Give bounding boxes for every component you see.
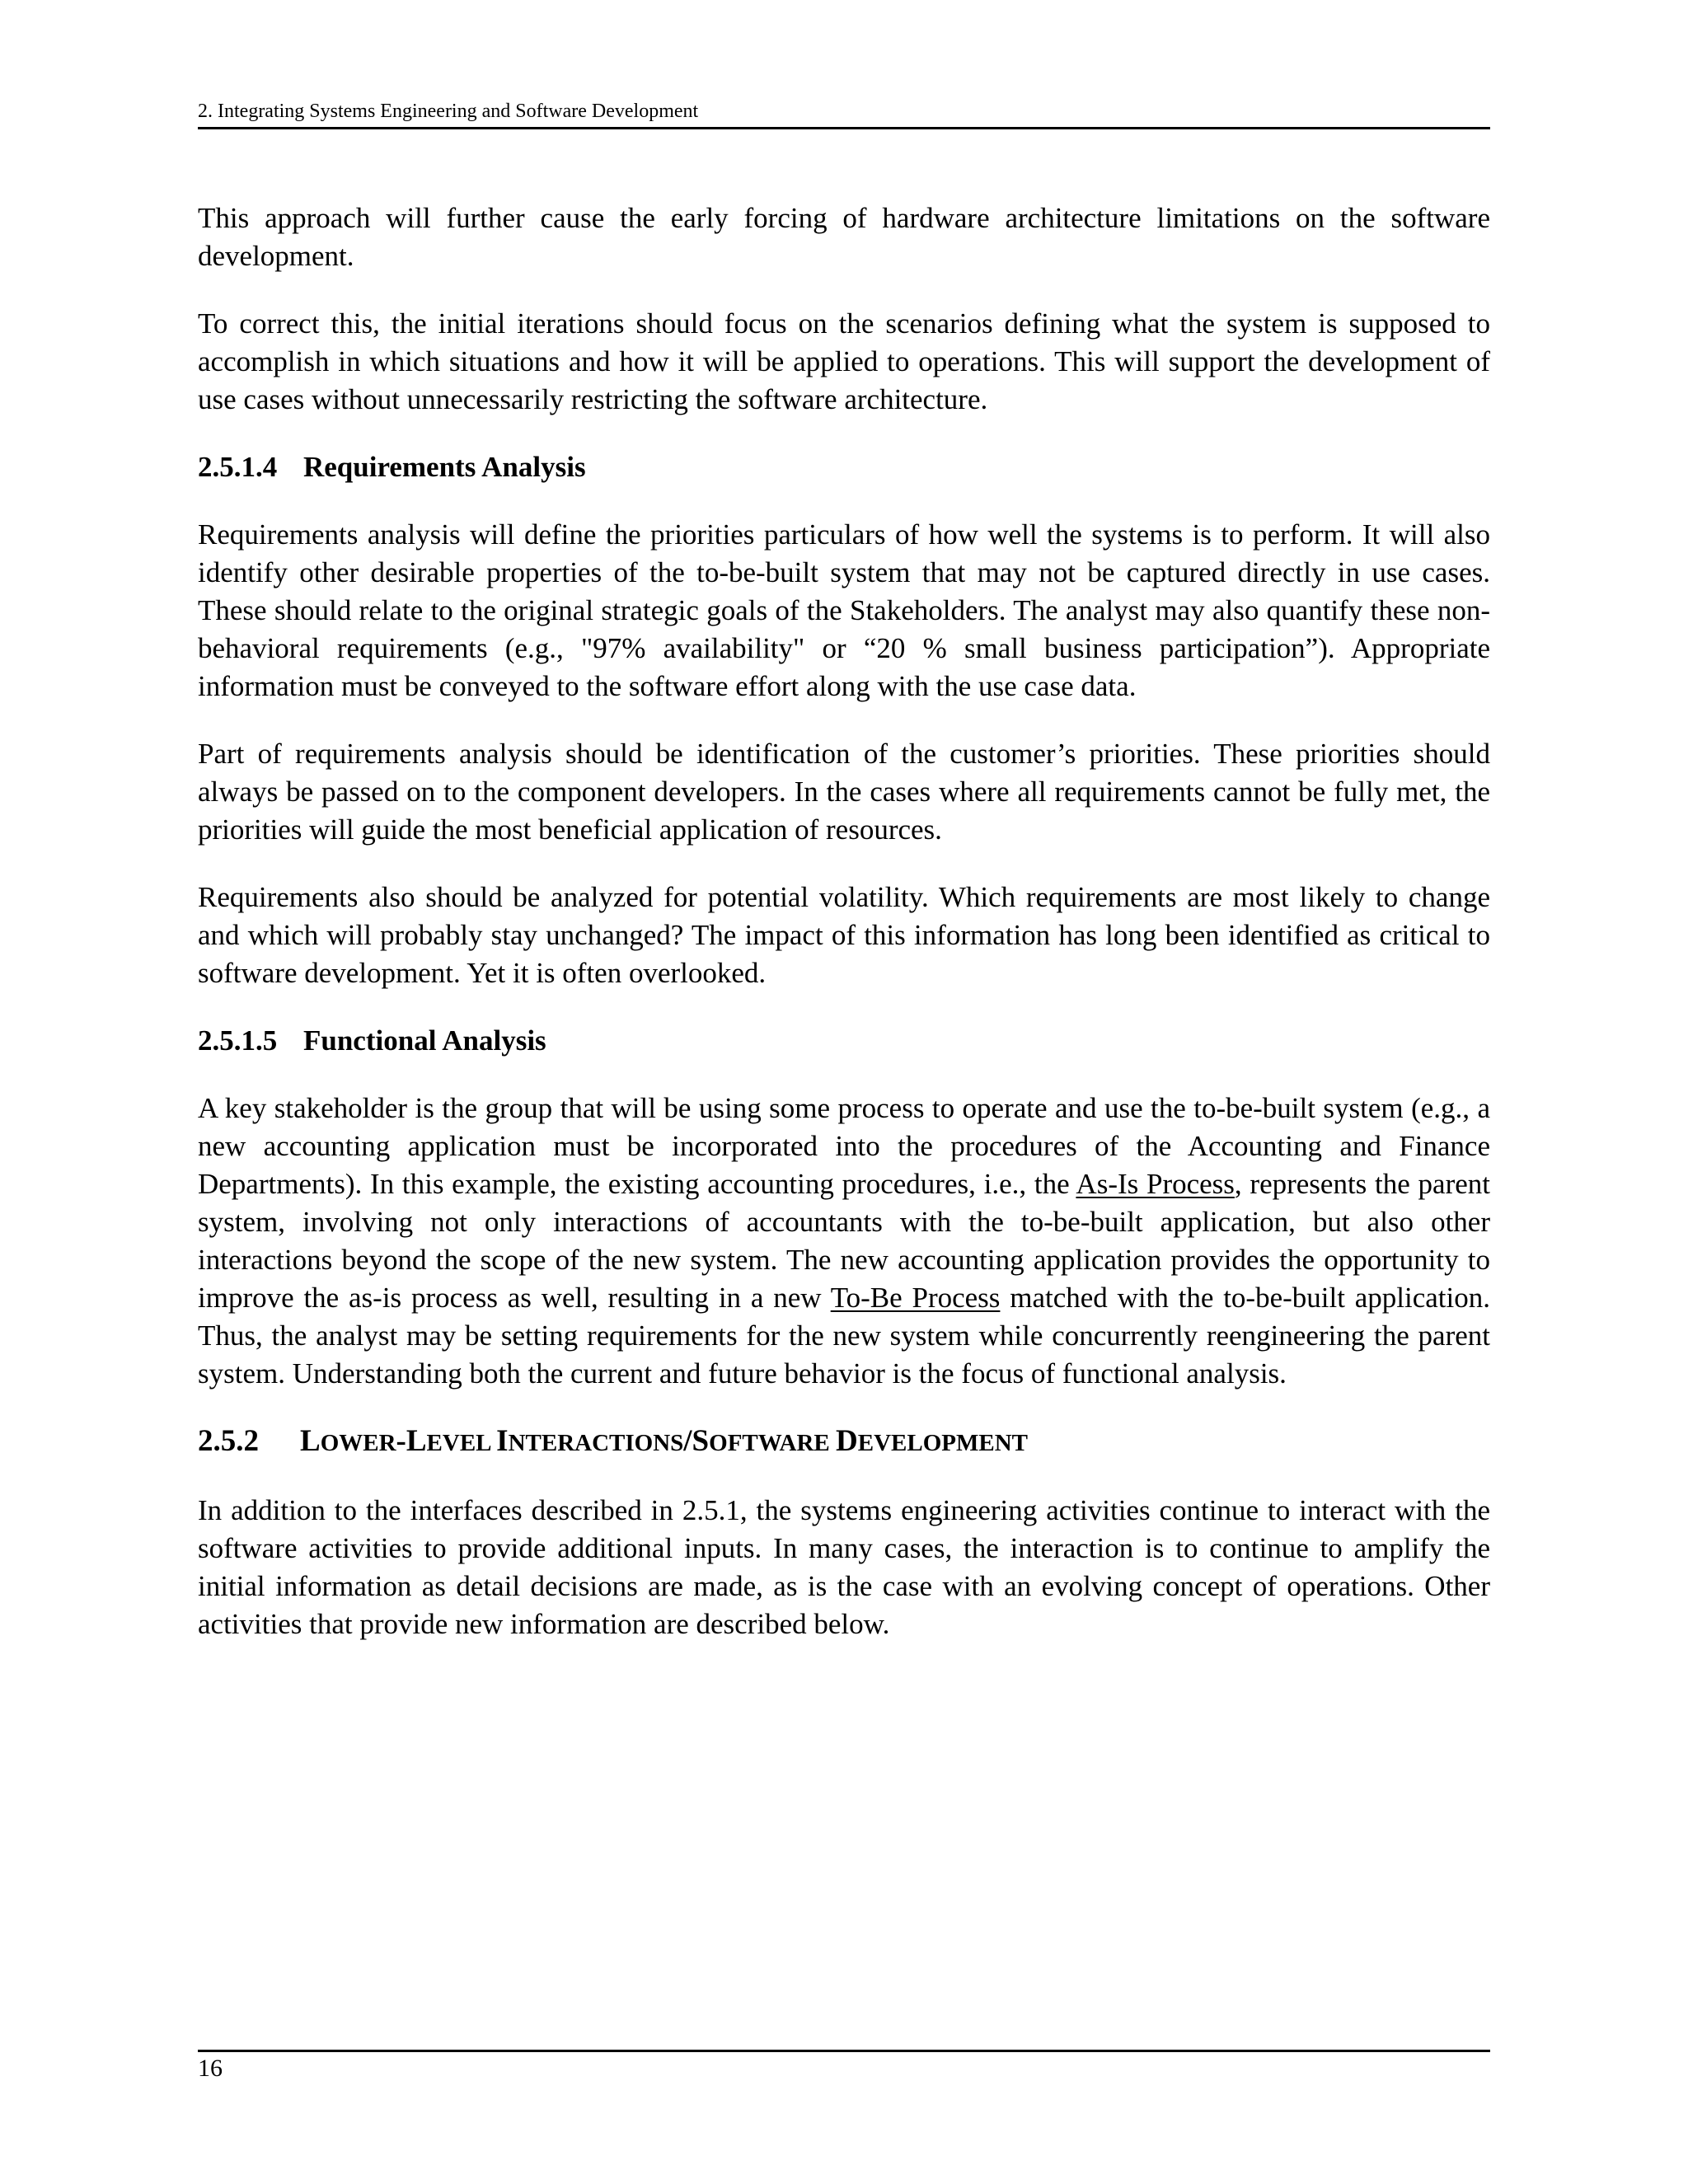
to-be-process-term: To-Be Process xyxy=(830,1282,1001,1314)
heading-title: LOWER-LEVEL INTERACTIONS/SOFTWARE DEVELOPMENT xyxy=(300,1424,1029,1458)
paragraph-key-stakeholder xyxy=(198,1090,1490,1393)
paragraph-initial-iterations: To correct this, the initial iterations should focus on the scenarios defining what the system is supposed to accomplish in which situations and how it will be applied to operations. This will support the development of use cases without unnecessarily restricting the software architecture. xyxy=(198,307,1490,415)
heading-title: Requirements Analysis xyxy=(303,451,586,483)
text-segment: A key stakeholder is the group that will be using some process to operate and use the to-be-built system (e.g., a new accounting application must be incorporated into the procedures of the Accounting and Finance Departments). In this example, the existing accounting procedures, i.e., the xyxy=(198,1092,1490,1200)
footer-rule xyxy=(198,2050,1490,2052)
running-header: 2. Integrating Systems Engineering and Software Development xyxy=(198,99,1490,129)
heading-title: Functional Analysis xyxy=(303,1024,546,1057)
heading-number: 2.5.1.4 xyxy=(198,451,278,483)
text-segment: matched with the to-be-built application. Thus, the analyst may be setting requirements for the new system while concurrently reengineering the parent system. Understanding both the current and future behavior is the focus of functional analysis. xyxy=(198,1282,1490,1390)
text-segment: , represents the parent system, involving not only interactions of accountants with the to-be-built application, but also other interactions beyond the scope of the new system. The new accounting application provides the opportunity to improve the as-is process as well, resulting in a new xyxy=(198,1168,1490,1314)
heading-functional-analysis xyxy=(198,1022,1490,1060)
paragraph-hardware-limitations: This approach will further cause the early forcing of hardware architecture limitations on the software development. xyxy=(198,202,1490,272)
paragraph-requirements-volatility: Requirements also should be analyzed for potential volatility. Which requirements are most likely to change and which will probably stay unchanged? The impact of this information has long been identified as critical to software development. Yet it is often overlooked. xyxy=(198,881,1490,989)
heading-number: 2.5.2 xyxy=(198,1424,259,1458)
heading-number: 2.5.1.5 xyxy=(198,1024,278,1057)
page-number: 16 xyxy=(198,2055,223,2082)
as-is-process-term: As-Is Process xyxy=(1076,1168,1235,1200)
heading-lower-level-interactions xyxy=(198,1422,1490,1462)
heading-requirements-analysis xyxy=(198,448,1490,486)
paragraph-customer-priorities: Part of requirements analysis should be identification of the customer’s priorities. These priorities should always be passed on to the component developers. In the cases where all requirements cannot be fully met, the priorities will guide the most beneficial application of resources. xyxy=(198,738,1490,846)
paragraph-requirements-analysis-define: Requirements analysis will define the priorities particulars of how well the systems is to perform. It will also identify other desirable properties of the to-be-built system that may not be captured directly in use cases. These should relate to the original strategic goals of the Stakeholders. The analyst may also quantify these non-behavioral requirements (e.g., "97% availability" or “20 % small business participation”). Appropriate information must be conveyed to the software effort along with the use case data. xyxy=(198,518,1490,702)
page-body xyxy=(198,199,1490,1673)
paragraph-additional-interfaces: In addition to the interfaces described in 2.5.1, the systems engineering activities continue to interact with the software activities to provide additional inputs. In many cases, the interaction is to continue to amplify the initial information as detail decisions are made, as is the case with an evolving concept of operations. Other activities that provide new information are described below. xyxy=(198,1494,1490,1640)
